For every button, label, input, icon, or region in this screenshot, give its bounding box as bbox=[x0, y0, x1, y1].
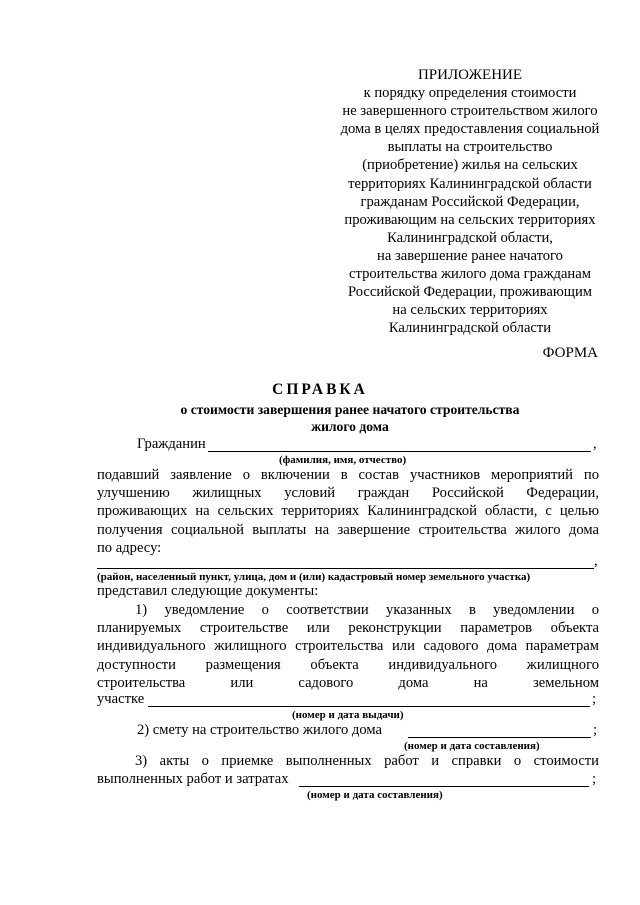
appendix-line: территориях Калининградской области bbox=[348, 175, 592, 192]
form-label: ФОРМА bbox=[542, 345, 598, 361]
item2-caption: (номер и дата составления) bbox=[404, 740, 540, 752]
item1-trailing: ; bbox=[592, 691, 597, 707]
doc-subtitle-line: жилого дома bbox=[311, 419, 389, 434]
appendix-line: Калининградской области bbox=[388, 320, 552, 337]
item2-estimate-field[interactable] bbox=[408, 737, 591, 738]
item3-caption: (номер и дата составления) bbox=[307, 789, 443, 801]
appendix-line: (приобретение) жилья на сельских bbox=[362, 157, 578, 174]
appendix-line: на сельских территориях bbox=[392, 302, 548, 319]
statement-paragraph bbox=[97, 466, 599, 557]
doc-title: СПРАВКА bbox=[272, 381, 368, 398]
item1-line: 1) уведомление о соответствии указанных в уведомлении о bbox=[135, 602, 599, 618]
statement-line: подавший заявление о включении в состав участников мероприятий по bbox=[97, 467, 599, 483]
citizen-trailing: , bbox=[593, 436, 597, 452]
doc-subtitle-line: о стоимости завершения ранее начатого строительства bbox=[180, 402, 520, 417]
address-trailing: , bbox=[594, 553, 598, 569]
appendix-line: к порядку определения стоимости bbox=[363, 85, 577, 102]
appendix-line: выплаты на строительство bbox=[387, 139, 553, 156]
citizen-name-field[interactable] bbox=[208, 451, 591, 452]
item1-line: индивидуального жилищного строительства или садового дома параметрам bbox=[97, 638, 599, 655]
appendix-line: Российской Федерации, проживающим bbox=[347, 284, 593, 301]
item1-line: планируемых строительстве или реконструкции параметров объекта bbox=[97, 620, 599, 637]
appendix-line: не завершенного строительством жилого bbox=[342, 103, 598, 120]
citizen-caption: (фамилия, имя, отчество) bbox=[279, 454, 407, 466]
item2-trailing: ; bbox=[593, 722, 598, 738]
doc-subtitle bbox=[100, 401, 600, 435]
appendix-title: ПРИЛОЖЕНИЕ bbox=[417, 67, 523, 83]
appendix-line: Калининградской области, bbox=[387, 229, 553, 246]
item2-label: 2) смету на строительство жилого дома bbox=[137, 722, 382, 738]
statement-line: получения социальной выплаты на завершение строительства жилого дома bbox=[97, 521, 599, 538]
address-field[interactable] bbox=[97, 568, 594, 569]
appendix-line: на завершение ранее начатого bbox=[377, 247, 563, 264]
item3-line: 3) акты о приемке выполненных работ и справки о стоимости bbox=[135, 753, 599, 769]
item1-last-label: участке bbox=[97, 691, 145, 707]
statement-line: по адресу: bbox=[97, 539, 162, 556]
statement-line: проживающих на сельских территориях Калининградской области, с целью bbox=[97, 503, 599, 520]
appendix-line: строительства жилого дома гражданам bbox=[349, 266, 591, 283]
appendix-line: гражданам Российской Федерации, bbox=[360, 193, 580, 210]
item3-trailing: ; bbox=[592, 771, 597, 787]
item1-caption: (номер и дата выдачи) bbox=[292, 709, 404, 721]
item1-paragraph bbox=[97, 601, 599, 692]
docs-intro: представил следующие документы: bbox=[97, 583, 319, 599]
item3-paragraph bbox=[97, 752, 599, 770]
citizen-label: Гражданин bbox=[137, 436, 206, 452]
item1-line: строительства или садового дома на земельном bbox=[97, 674, 599, 691]
appendix-header bbox=[330, 66, 610, 337]
item3-acts-field[interactable] bbox=[299, 786, 589, 787]
statement-line: улучшению жилищных условий граждан Российской Федерации, bbox=[97, 485, 599, 502]
address-caption: (район, населенный пункт, улица, дом и (или) кадастровый номер земельного участка) bbox=[97, 571, 531, 583]
appendix-line: проживающим на сельских территориях bbox=[344, 211, 596, 228]
item3-last-label: выполненных работ и затратах bbox=[97, 771, 289, 787]
item1-line: доступности размещения объекта индивидуального жилищного bbox=[97, 656, 599, 673]
item1-issue-field[interactable] bbox=[148, 706, 590, 707]
appendix-line: дома в целях предоставления социальной bbox=[340, 121, 600, 138]
